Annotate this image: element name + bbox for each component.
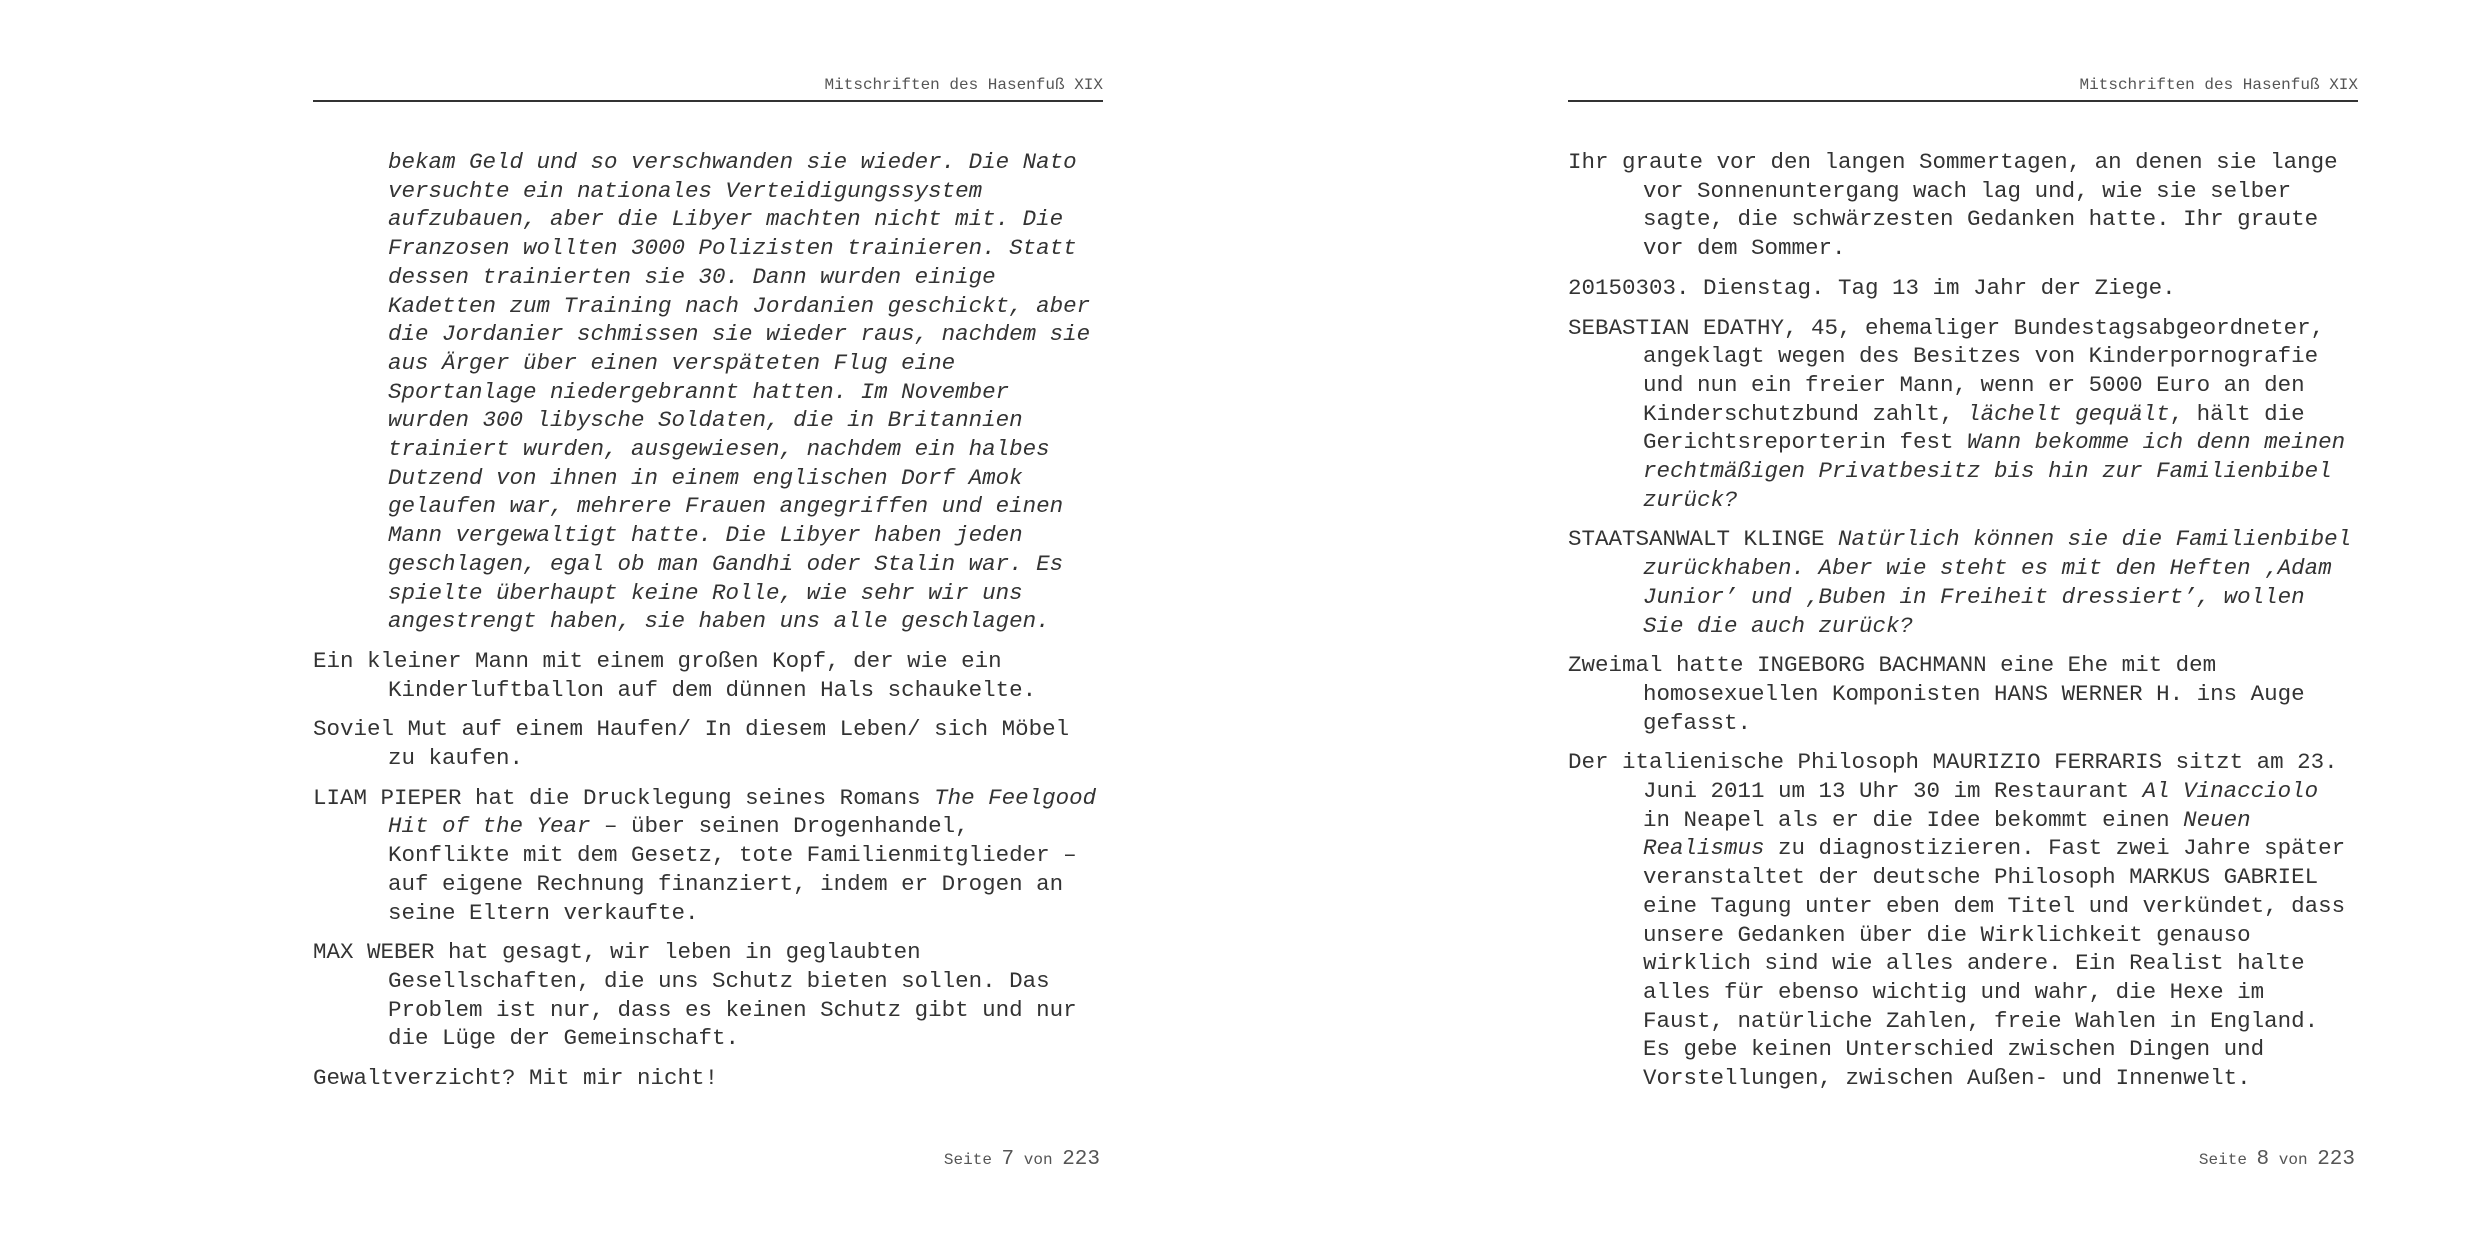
text-run: , hält die Gerichtsreporterin fest bbox=[1643, 400, 2305, 456]
footer-seite: Seite bbox=[2198, 1151, 2247, 1169]
paragraph bbox=[1568, 525, 2358, 640]
paragraph: Ein kleiner Mann mit einem großen Kopf, der wie ein Kinderluftballon auf dem dünnen Hals schaukelte. bbox=[313, 647, 1037, 703]
text-run: zu diagnostizieren. Fast zwei Jahre später veranstaltet der deutsche Philosoph MARKUS GABRIEL eine Tagung unter eben dem Titel und verkündet, dass unsere Gedanken über die Wirklichkeit genauso wirklich sind wie alles andere. Ein Realist halte alles für ebenso wichtig und wahr, die Hexe im Faust, natürliche Zahlen, freie Wahlen in England. Es gebe keinen Unterschied zwischen Dingen und Vorstellungen, zwischen Außen- und Innenwelt. bbox=[1643, 835, 2346, 1092]
paragraph: Gewaltverzicht? Mit mir nicht! bbox=[313, 1065, 719, 1092]
speaker: STAATSANWALT KLINGE bbox=[1568, 526, 1839, 553]
footer-seite: Seite bbox=[943, 1151, 992, 1169]
page-body bbox=[313, 148, 1103, 1104]
paragraph: Ihr graute vor den langen Sommertagen, an denen sie lange vor Sonnenuntergang wach lag und, wie sie selber sagte, die schwärzesten Gedanken hatte. Ihr graute vor dem Sommer. bbox=[1568, 149, 2338, 262]
text-run: LIAM PIEPER hat die Drucklegung seines Romans bbox=[313, 784, 935, 811]
text-run: in Neapel als er die Idee bekommt einen bbox=[1643, 806, 2184, 833]
running-head: Mitschriften des Hasenfuß XIX bbox=[1568, 74, 2358, 102]
paragraph bbox=[313, 784, 1103, 928]
paragraph bbox=[1568, 748, 2358, 1092]
page-total: 223 bbox=[1062, 1148, 1100, 1171]
paragraph: MAX WEBER hat gesagt, wir leben in geglaubten Gesellschaften, die uns Schutz bieten sollen. Das Problem ist nur, dass es keinen Schutz gibt und nur die Lüge der Gemeinschaft. bbox=[313, 939, 1077, 1052]
footer-von: von bbox=[1023, 1151, 1053, 1169]
paragraph: Soviel Mut auf einem Haufen/ In diesem Leben/ sich Möbel zu kaufen. bbox=[313, 716, 1070, 772]
paragraph bbox=[1568, 314, 2358, 515]
paragraph: bekam Geld und so verschwanden sie wieder. Die Nato versuchte ein nationales Verteidigungssystem aufzubauen, aber die Libyer machten nicht mit. Die Franzosen wollten 3000 Polizisten trainieren. Statt dessen trainierten sie 30. Dann wurden einige Kadetten zum Training nach Jordanien geschickt, aber die Jordanier schmissen sie wieder raus, nachdem sie aus Ärger über einen verspäteten Flug eine Sportanlage niedergebrannt hatten. Im November wurden 300 libysche Soldaten, die in Britannien trainiert wurden, ausgewiesen, nachdem ein halbes Dutzend von ihnen in einem englischen Dorf Amok gelaufen war, mehrere Frauen angegriffen und einen Mann vergewaltigt hatte. Die Libyer haben jeden geschlagen, egal ob man Gandhi oder Stalin war. Es spielte überhaupt keine Rolle, wie sehr wir uns angestrengt haben, sie haben uns alle geschlagen. bbox=[388, 149, 1091, 635]
text-run: SEBASTIAN EDATHY, 45, ehemaliger Bundestagsabgeordneter, angeklagt wegen des Besitzes von Kinderpornografie und nun ein freier Mann, wenn er 5000 Euro an den Kinderschutzbund zahlt, bbox=[1568, 314, 2325, 427]
quote-italic: Natürlich können sie die Familienbibel zurückhaben. Aber wie steht es mit den Heften ‚Adam Junior’ und ‚Buben in Freiheit dressiert’, wollen Sie die auch zurück? bbox=[1643, 526, 2352, 639]
paragraph: 20150303. Dienstag. Tag 13 im Jahr der Ziege. bbox=[1568, 274, 2176, 301]
book-title: The Feelgood Hit of the Year bbox=[388, 784, 1097, 840]
page-footer bbox=[1565, 1148, 2355, 1171]
running-head: Mitschriften des Hasenfuß XIX bbox=[313, 74, 1103, 102]
text-run: Der italienische Philosoph MAURIZIO FERRARIS sitzt am 23. Juni 2011 um 13 Uhr 30 im Restaurant bbox=[1568, 749, 2338, 805]
footer-von: von bbox=[2278, 1151, 2308, 1169]
text-run-italic: lächelt gequält bbox=[1967, 400, 2170, 427]
page-number: 8 bbox=[2256, 1148, 2270, 1171]
quote-italic: Wann bekomme ich denn meinen rechtmäßigen Privatbesitz bis hin zur Familienbibel zurück? bbox=[1643, 429, 2346, 513]
page-total: 223 bbox=[2317, 1148, 2355, 1171]
right-page bbox=[1240, 0, 2480, 1240]
page-number: 7 bbox=[1001, 1148, 1015, 1171]
page-footer bbox=[310, 1148, 1100, 1171]
page-body bbox=[1568, 148, 2358, 1104]
text-run: – über seinen Drogenhandel, Konflikte mit dem Gesetz, tote Familienmitglieder – auf eigene Rechnung finanziert, indem er Drogen an seine Eltern verkaufte. bbox=[388, 813, 1077, 926]
restaurant-name: Al Vinacciolo bbox=[2142, 778, 2319, 805]
paragraph: Zweimal hatte INGEBORG BACHMANN eine Ehe mit dem homosexuellen Komponisten HANS WERNER H. ins Auge gefasst. bbox=[1568, 652, 2305, 736]
concept-name: Neuen Realismus bbox=[1643, 806, 2251, 862]
